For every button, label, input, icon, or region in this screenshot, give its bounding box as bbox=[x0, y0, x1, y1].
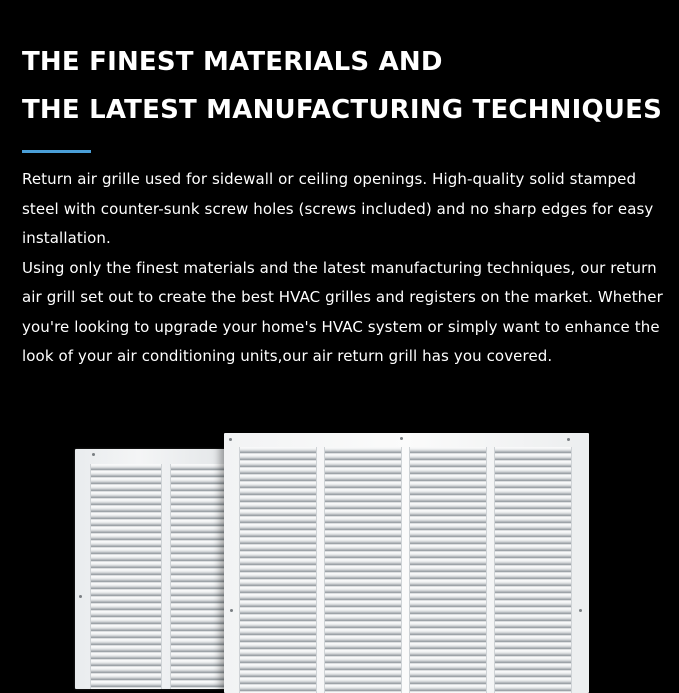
louver-column bbox=[239, 447, 317, 693]
description-paragraph-1: Return air grille used for sidewall or ceiling openings. High-quality solid stamped steel with counter-sunk screw holes (screws included) and no sharp edges for easy installation. bbox=[22, 170, 654, 247]
louver-column bbox=[324, 447, 402, 693]
louver-column bbox=[90, 464, 162, 689]
screw-hole-icon bbox=[229, 438, 232, 441]
screw-hole-icon bbox=[567, 438, 570, 441]
headline-line-2: THE LATEST MANUFACTURING TECHNIQUES bbox=[22, 95, 663, 125]
accent-divider bbox=[22, 150, 91, 153]
louver-column bbox=[409, 447, 487, 693]
screw-hole-icon bbox=[92, 453, 95, 456]
screw-hole-icon bbox=[400, 437, 403, 440]
screw-hole-icon bbox=[230, 609, 233, 612]
screw-hole-icon bbox=[79, 595, 82, 598]
headline-line-1: THE FINEST MATERIALS AND bbox=[22, 47, 443, 77]
description-paragraph-2: Using only the finest materials and the latest manufacturing techniques, our return air grill set out to create the best HVAC grilles and registers on the market. Whether you're looking to upgrade your home's HVAC system or simply want to enhance the look of your air conditioning units,our air return grill has you covered. bbox=[22, 258, 663, 365]
screw-hole-icon bbox=[579, 609, 582, 612]
return-air-grille-front-image bbox=[224, 433, 589, 693]
description-text bbox=[22, 165, 672, 372]
louver-column bbox=[494, 447, 572, 693]
louver-column bbox=[170, 464, 232, 689]
return-air-grille-back-image bbox=[75, 449, 235, 689]
